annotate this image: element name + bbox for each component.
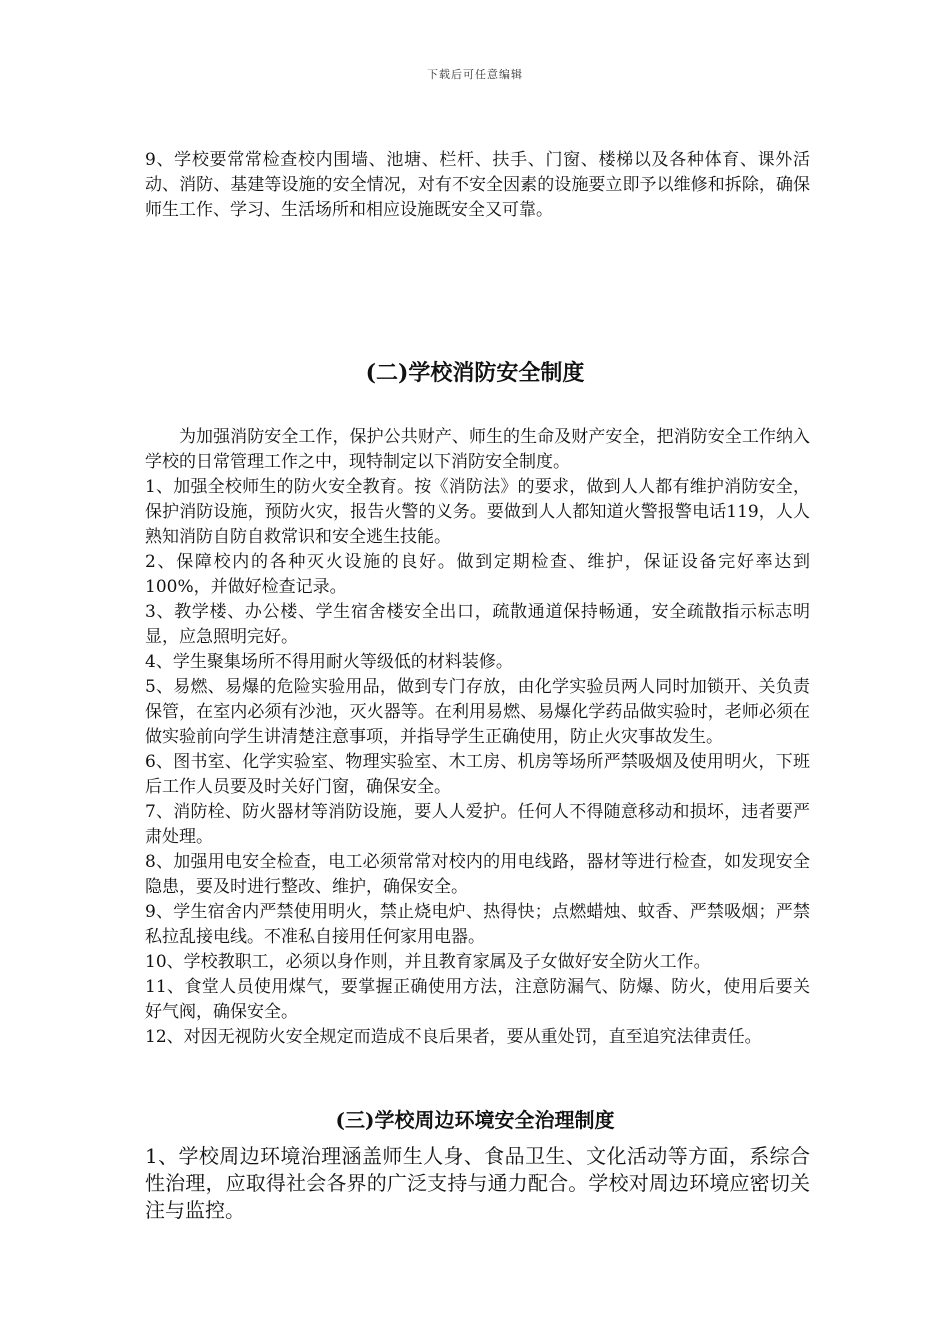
paragraph: 9、学校要常常检查校内围墙、池塘、栏杆、扶手、门窗、楼梯以及各种体育、课外活动、消防、基建等设施的安全情况，对有不安全因素的设施要立即予以维修和拆除，确保师生工作、学习、生活场所和相应设施既安全又可靠。 (145, 150, 810, 220)
section-2-intro: 为加强消防安全工作，保护公共财产、师生的生命及财产安全，把消防安全工作纳入学校的日常管理工作之中，现特制定以下消防安全制度。 (145, 427, 810, 472)
section-2-body (145, 425, 810, 1050)
intro-item-block (145, 148, 810, 223)
list-item: 6、图书室、化学实验室、物理实验室、木工房、机房等场所严禁吸烟及使用明火，下班后工作人员要及时关好门窗，确保安全。 (145, 752, 810, 797)
list-item: 11、食堂人员使用煤气，要掌握正确使用方法，注意防漏气、防爆、防火，使用后要关好气阀，确保安全。 (145, 977, 810, 1022)
list-item: 12、对因无视防火安全规定而造成不良后果者，要从重处罚，直至追究法律责任。 (145, 1027, 762, 1047)
list-item: 7、消防栓、防火器材等消防设施，要人人爱护。任何人不得随意移动和损坏，违者要严肃处理。 (145, 802, 810, 847)
section-3-body (145, 1143, 810, 1224)
list-item: 4、学生聚集场所不得用耐火等级低的材料装修。 (145, 652, 513, 672)
list-item: 5、易燃、易爆的危险实验用品，做到专门存放，由化学实验员两人同时加锁开、关负责保管，在室内必须有沙池，灭火器等。在利用易燃、易爆化学药品做实验时，老师必须在做实验前向学生讲清楚注意事项，并指导学生正确使用，防止火灾事故发生。 (145, 677, 810, 747)
list-item: 3、教学楼、办公楼、学生宿舍楼安全出口，疏散通道保持畅通，安全疏散指示标志明显，应急照明完好。 (145, 602, 810, 647)
list-item: 9、学生宿舍内严禁使用明火，禁止烧电炉、热得快；点燃蜡烛、蚊香、严禁吸烟；严禁私拉乱接电线。不准私自接用任何家用电器。 (145, 902, 810, 947)
list-item: 2、保障校内的各种灭火设施的良好。做到定期检查、维护，保证设备完好率达到100%，并做好检查记录。 (145, 552, 810, 597)
list-item: 1、加强全校师生的防火安全教育。按《消防法》的要求，做到人人都有维护消防安全，保护消防设施，预防火灾，报告火警的义务。要做到人人都知道火警报警电话119，人人熟知消防自防自救常识和安全逃生技能。 (145, 477, 810, 547)
list-item: 8、加强用电安全检查，电工必须常常对校内的用电线路，器材等进行检查，如发现安全隐患，要及时进行整改、维护，确保安全。 (145, 852, 810, 897)
section-2-title: (二)学校消防安全制度 (365, 360, 585, 386)
list-item: 1、学校周边环境治理涵盖师生人身、食品卫生、文化活动等方面，系综合性治理，应取得社会各界的广泛支持与通力配合。学校对周边环境应密切关注与监控。 (145, 1144, 810, 1222)
list-item: 10、学校教职工，必须以身作则，并且教育家属及子女做好安全防火工作。 (145, 952, 711, 972)
page-header-note: 下载后可任意编辑 (427, 68, 523, 81)
section-3-title: (三)学校周边环境安全治理制度 (335, 1108, 615, 1132)
